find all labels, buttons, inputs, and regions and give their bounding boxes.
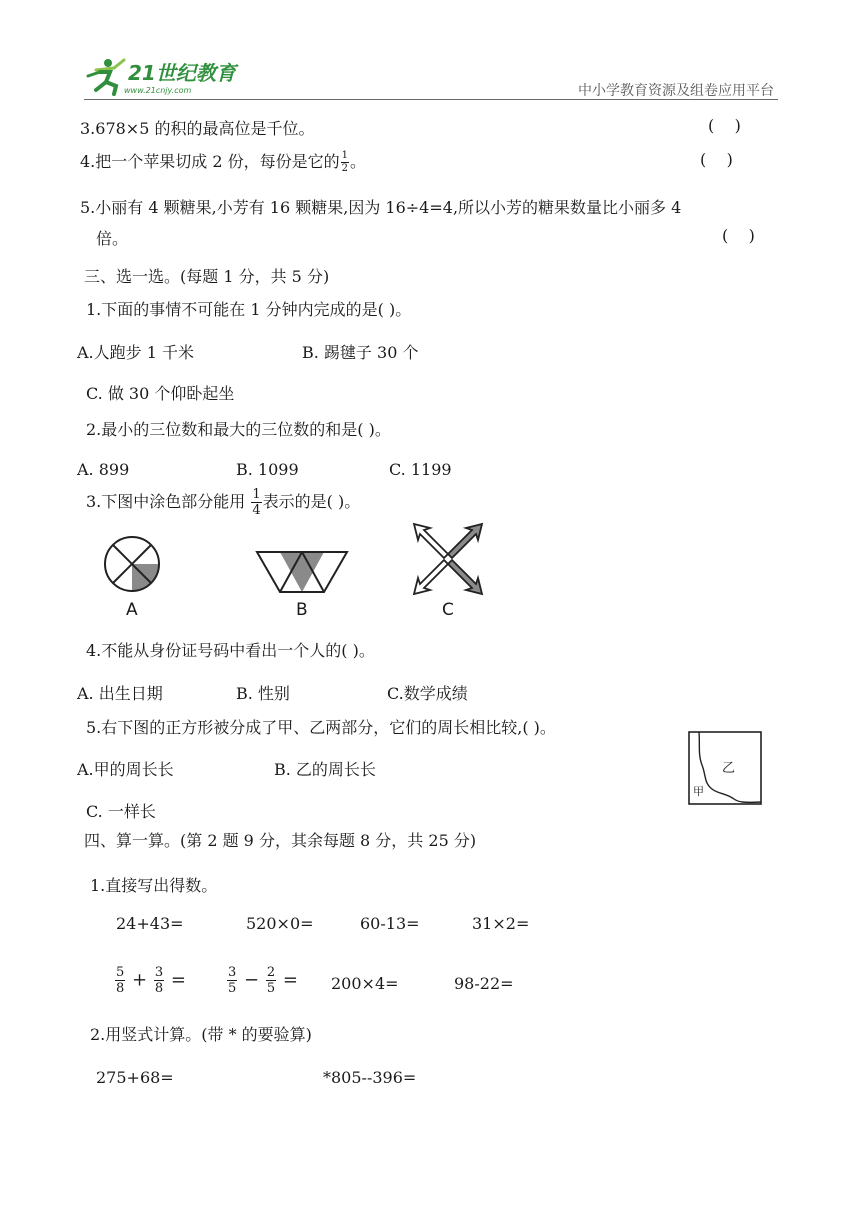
judge-q4-text: 4.把一个苹果切成 2 份，每份是它的: [80, 152, 340, 171]
option-a[interactable]: A. 899: [77, 460, 130, 479]
option-a[interactable]: A.甲的周长长: [77, 760, 174, 779]
option-a[interactable]: A.人跑步 1 千米: [77, 343, 194, 362]
answer-paren[interactable]: ( ): [708, 116, 741, 135]
calc-item: *805--396=: [323, 1068, 417, 1087]
option-c[interactable]: C. 做 30 个仰卧起坐: [86, 384, 235, 403]
option-c[interactable]: C. 1199: [389, 460, 452, 479]
judge-q5-line2: 倍。: [96, 229, 129, 248]
answer-paren[interactable]: ( ): [722, 226, 755, 245]
judge-q3: 3.678×5 的积的最高位是千位。: [80, 119, 315, 138]
runner-icon: [88, 59, 124, 94]
logo-text: 21世纪教育: [128, 61, 236, 85]
calc-item: 98-22=: [454, 974, 514, 993]
option-b[interactable]: B. 踢毽子 30 个: [302, 343, 419, 362]
mc-q1: 1.下面的事情不可能在 1 分钟内完成的是( )。: [86, 300, 412, 319]
section-title: 四、算一算。(第 2 题 9 分，其余每题 8 分，共 25 分): [84, 831, 477, 850]
label-yi: 乙: [722, 761, 736, 776]
figure-label-a: A: [126, 600, 138, 620]
fraction: $\frac{1}{4}$: [252, 487, 261, 518]
figure-label-b: B: [296, 600, 308, 620]
calc-item: 520×0=: [246, 914, 314, 933]
figure-b-trapezoid: [254, 548, 350, 596]
option-c[interactable]: C. 一样长: [86, 802, 156, 821]
fraction-expr: $\frac{5}{8}$ + $\frac{3}{8}$ =: [116, 965, 186, 996]
option-a[interactable]: A. 出生日期: [77, 684, 163, 703]
answer-paren[interactable]: ( ): [700, 150, 733, 169]
figure-a-circle: [100, 532, 164, 596]
fraction: $\frac{1}{2}$: [341, 150, 348, 174]
mc-q3: 3.下图中涂色部分能用 $\frac{1}{4}$ 表示的是( )。: [86, 487, 361, 518]
calc-item: 60-13=: [360, 914, 420, 933]
calc-item: 275+68=: [96, 1068, 174, 1087]
mc-q4: 4.不能从身份证号码中看出一个人的( )。: [86, 641, 375, 660]
mc-q5: 5.右下图的正方形被分成了甲、乙两部分，它们的周长相比较,( )。: [86, 718, 556, 737]
fraction-expr: $\frac{3}{5}$ − $\frac{2}{5}$ =: [228, 965, 298, 996]
label-jia: 甲: [693, 785, 704, 798]
figure-c-arrows: [410, 522, 486, 596]
option-b[interactable]: B. 性别: [236, 684, 290, 703]
calc-item: 31×2=: [472, 914, 530, 933]
calc-q1: 1.直接写出得数。: [90, 876, 218, 895]
logo-url: www.21cnjy.com: [124, 86, 192, 95]
site-logo: [84, 56, 254, 98]
judge-q4: 4.把一个苹果切成 2 份，每份是它的 $\frac{1}{2}$ 。: [80, 150, 367, 174]
calc-item: 200×4=: [331, 974, 399, 993]
mc-q2: 2.最小的三位数和最大的三位数的和是( )。: [86, 420, 391, 439]
option-b[interactable]: B. 乙的周长长: [274, 760, 376, 779]
figure-label-c: C: [442, 600, 454, 620]
section-title: 三、选一选。(每题 1 分，共 5 分): [84, 267, 330, 286]
header-divider: [84, 99, 778, 100]
judge-q5-line1: 5.小丽有 4 颗糖果,小芳有 16 颗糖果,因为 16÷4=4,所以小芳的糖果数量比小丽多 4: [80, 198, 682, 217]
option-c[interactable]: C.数学成绩: [387, 684, 468, 703]
platform-text: 中小学教育资源及组卷应用平台: [578, 83, 774, 99]
square-figure: [688, 731, 762, 805]
calc-item: 24+43=: [116, 914, 184, 933]
calc-q2: 2.用竖式计算。(带 * 的要验算): [90, 1025, 312, 1044]
option-b[interactable]: B. 1099: [236, 460, 299, 479]
